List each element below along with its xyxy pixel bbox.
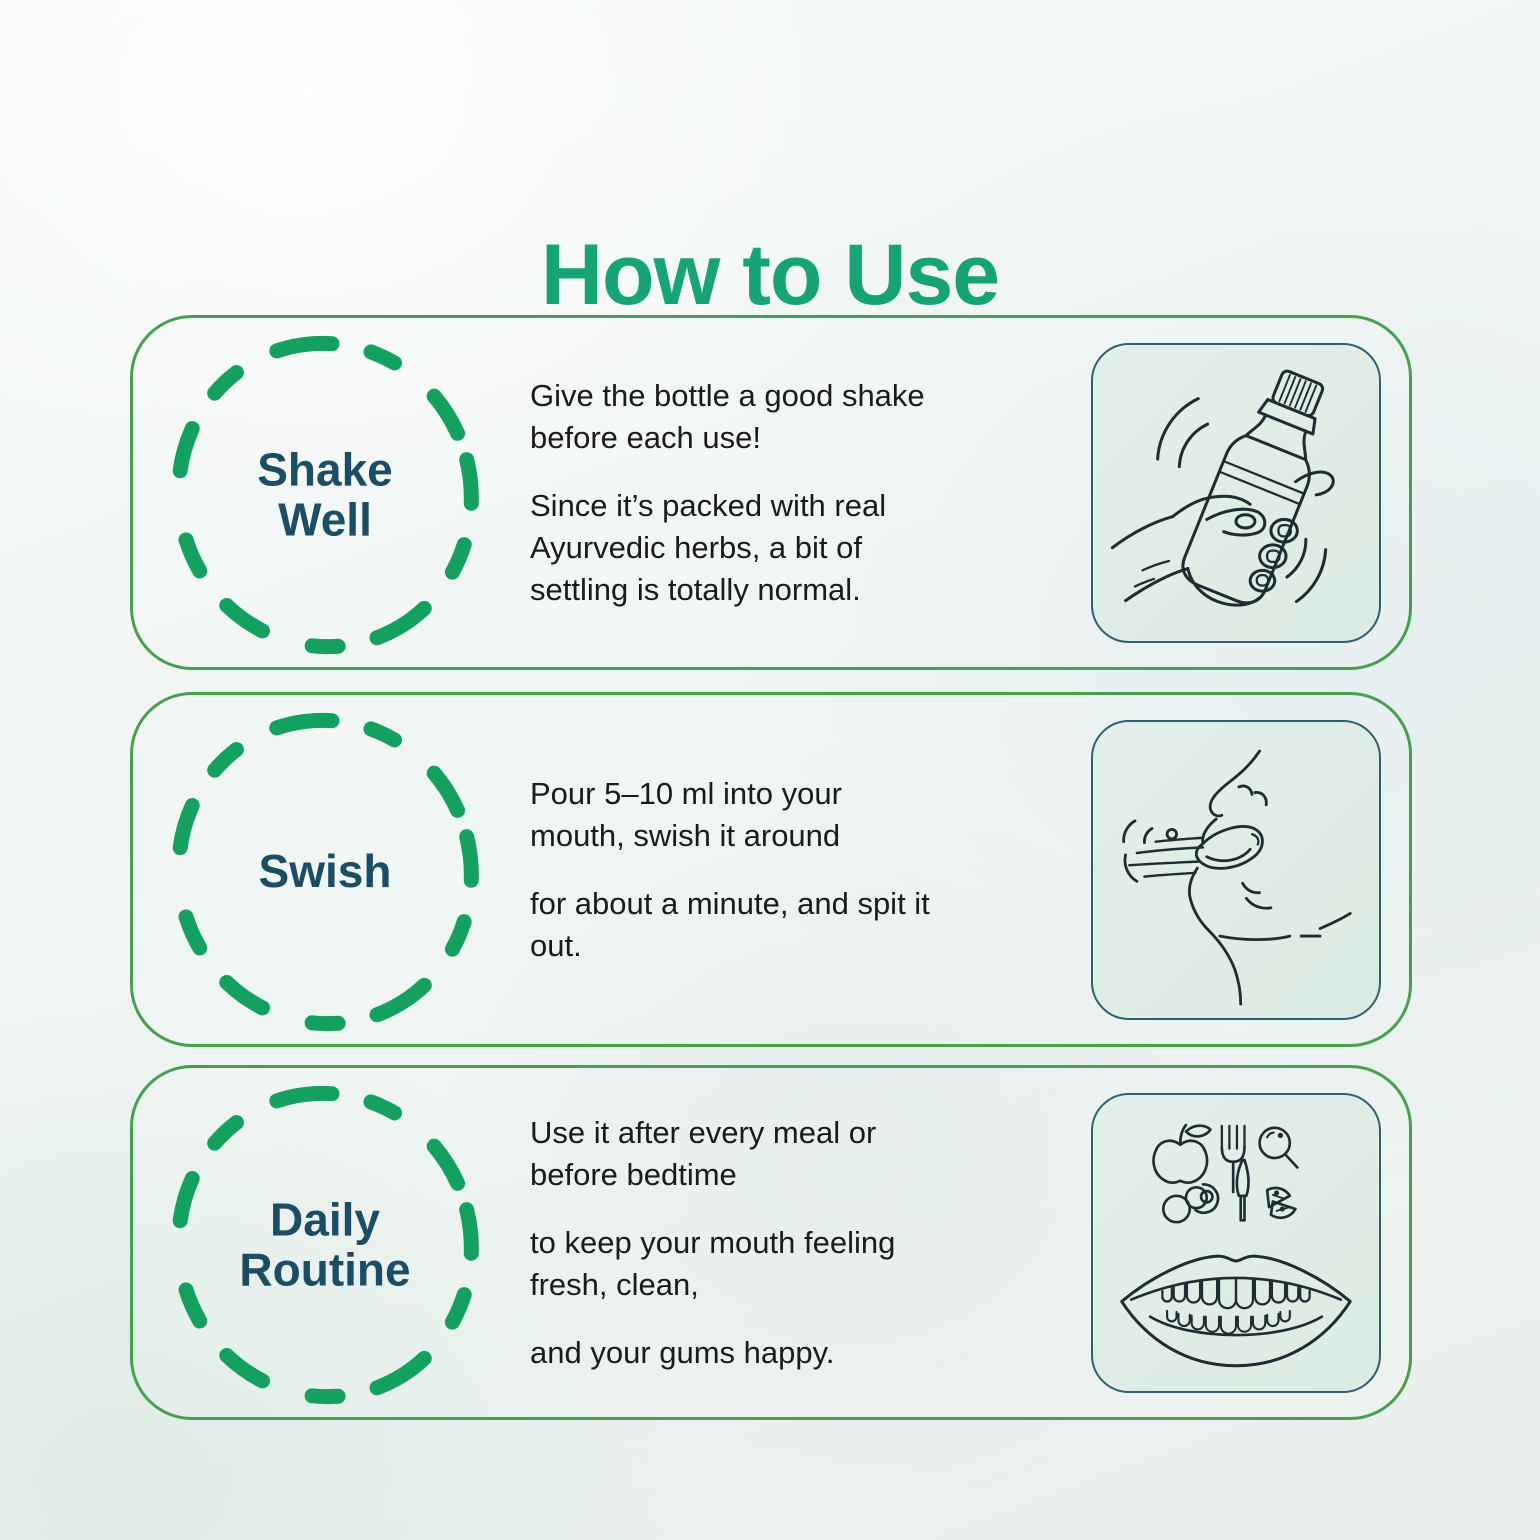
text-line: Ayurvedic herbs, a bit of	[530, 529, 862, 565]
text-line: and your gums happy.	[530, 1334, 835, 1370]
step-label-swish	[259, 847, 392, 897]
step-description	[530, 318, 1110, 667]
step-label-line: Shake	[257, 443, 393, 496]
step-paragraph	[530, 485, 1110, 611]
step-description	[530, 1068, 1110, 1417]
step-card-swish	[130, 692, 1412, 1047]
mouth-swish-illustration	[1101, 730, 1371, 1010]
text-line: to keep your mouth feeling	[530, 1224, 896, 1260]
illustration-panel	[1091, 343, 1381, 643]
illustration-panel	[1091, 1093, 1381, 1393]
text-line: settling is totally normal.	[530, 571, 861, 607]
illustration-panel	[1091, 720, 1381, 1020]
text-line: mouth, swish it around	[530, 817, 841, 853]
text-line: Pour 5–10 ml into your	[530, 775, 842, 811]
text-line: Since it’s packed with real	[530, 487, 887, 523]
step-label-line: Swish	[258, 845, 392, 898]
text-line: before bedtime	[530, 1156, 737, 1192]
step-paragraph	[530, 883, 1110, 967]
step-paragraph	[530, 375, 1110, 459]
step-label-line: Well	[278, 493, 372, 545]
text-line: Use it after every meal or	[530, 1114, 877, 1150]
text-line: for about a minute, and spit it	[530, 885, 930, 921]
step-card-shake-well	[130, 315, 1412, 670]
step-description	[530, 695, 1110, 1044]
text-line: before each use!	[530, 419, 761, 455]
step-label-daily-routine	[239, 1195, 410, 1294]
step-paragraph	[530, 1112, 1110, 1196]
text-line: Give the bottle a good shake	[530, 377, 925, 413]
step-label-line: Daily	[270, 1193, 380, 1246]
text-line: fresh, clean,	[530, 1266, 699, 1302]
step-label-line: Routine	[239, 1243, 411, 1295]
step-paragraph	[530, 1332, 1110, 1374]
step-paragraph	[530, 1222, 1110, 1306]
page-title: How to Use	[540, 226, 1000, 323]
text-line: out.	[530, 927, 582, 963]
step-label-shake-well	[257, 445, 393, 544]
step-card-daily-routine	[130, 1065, 1412, 1420]
food-and-smile-illustration	[1101, 1103, 1371, 1383]
hand-shaking-bottle-illustration	[1101, 353, 1371, 633]
step-paragraph	[530, 773, 1110, 857]
